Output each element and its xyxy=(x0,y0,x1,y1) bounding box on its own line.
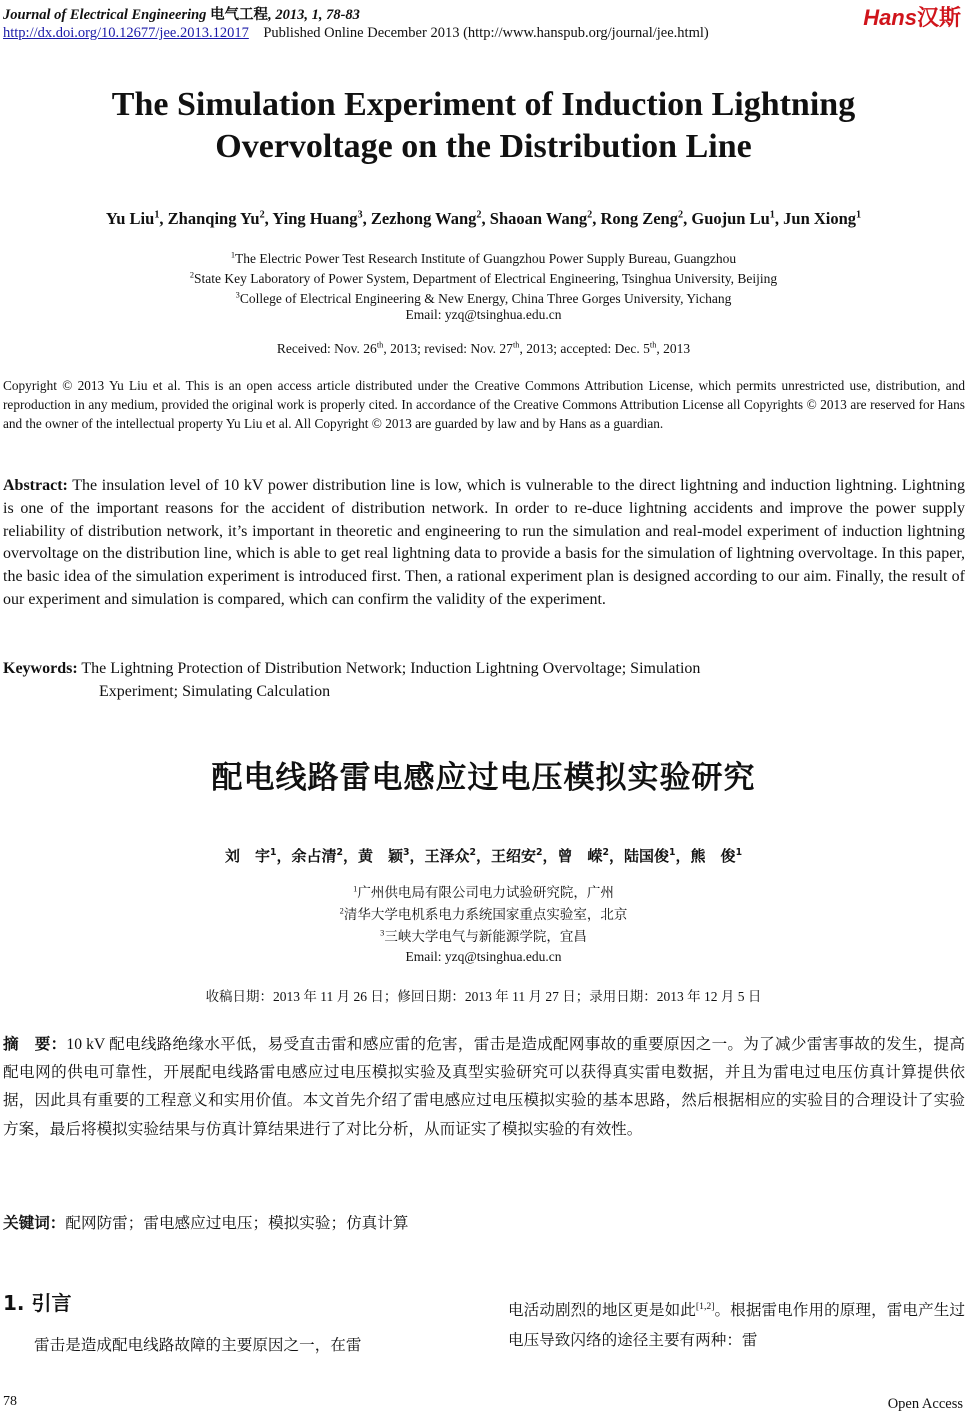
abstract-cn-label: 摘 要： xyxy=(3,1035,67,1053)
cn-author-affil-mark: 2 xyxy=(536,847,543,858)
cn-author-separator: ， xyxy=(409,847,425,865)
en-author-affil-mark: 2 xyxy=(476,209,482,221)
cn-author-separator: ， xyxy=(342,847,358,865)
keywords-label: Keywords: xyxy=(3,660,78,677)
cn-author-affil-mark: 1 xyxy=(269,847,277,858)
cn-author-separator: ， xyxy=(675,847,691,865)
en-author-separator: , xyxy=(592,209,601,228)
cn-author-name: 王绍安 xyxy=(491,847,537,865)
abstract-label: Abstract: xyxy=(3,477,68,494)
en-author-separator: , xyxy=(481,209,490,228)
affiliation-line: $^1$The Electric Power Test Research Institute of Guangzhou Power Supply Bureau, Guangzhou xyxy=(230,250,737,266)
en-author-affil-mark: 2 xyxy=(259,209,265,221)
affiliation-line: $^2$清华大学电机系电力系统国家重点实验室，北京 xyxy=(339,906,628,922)
email-cn: Email: yzq@tsinghua.edu.cn xyxy=(405,949,562,964)
author-list-cn xyxy=(0,845,967,866)
body-column-left: 雷击是造成配电线路故障的主要原因之一，在雷 xyxy=(34,1337,362,1354)
cn-author-separator: ， xyxy=(609,847,625,865)
en-author-affil-mark: 2 xyxy=(587,209,593,221)
paper-title-cn: 配电线路雷电感应过电压模拟实验研究 xyxy=(211,760,756,796)
affiliation-line: $^2$State Key Laboratory of Power System, Department of Electrical Engineering, Tsinghua University, Beijing xyxy=(189,270,778,286)
en-author-affil-mark: 1 xyxy=(769,209,775,221)
journal-issue: , 2013, 1, 78-83 xyxy=(268,7,360,23)
en-author-name: Zhanqing Yu xyxy=(167,209,260,228)
en-author-separator: , xyxy=(159,209,168,228)
cn-author-name: 王泽众 xyxy=(424,847,470,865)
received-dates-cn: 收稿日期：2013 年 11 月 26 日；修回日期：2013 年 11 月 27 日；录用日期：2013 年 12 月 5 日 xyxy=(205,989,762,1004)
en-author-name: Yu Liu xyxy=(105,209,155,228)
keywords-cn-label: 关键词： xyxy=(3,1214,66,1232)
cn-author-name: 曾 嵘 xyxy=(557,847,603,865)
en-author-separator: , xyxy=(264,209,273,228)
published-note: Published Online December 2013 (http://www.hanspub.org/journal/jee.html) xyxy=(263,25,709,41)
doi-link[interactable]: http://dx.doi.org/10.12677/jee.2013.12017 xyxy=(3,25,249,41)
cn-author-name: 余占清 xyxy=(291,847,337,865)
abstract-en xyxy=(3,475,965,612)
cn-author-separator: ， xyxy=(542,847,558,865)
abstract-cn-text: 10 kV 配电线路绝缘水平低，易受直击雷和感应雷的危害，雷击是造成配网事故的重要原因之一。为了减少雷害事故的发生，提高配电网的供电可靠性，开展配电线路雷电感应过电压模拟实验及真型实验研究可以获得真实雷电数据，并且为雷电过电压仿真计算提供依据，因此具有重要的工程意义和实用价值。本文首先介绍了雷电感应过电压模拟实验的基本思路，然后根据相应的实验目的合理设计了实验方案，最后将模拟实验结果与仿真计算结果进行了对比分析，从而证实了模拟实验的有效性。 xyxy=(3,1036,965,1138)
body-column-right: 电活动剧烈的地区更是如此[1,2]。根据雷电作用的原理，雷电产生过电压导致闪络的途径主要有两种：雷 xyxy=(508,1300,965,1349)
affiliation-line: $^3$三峡大学电气与新能源学院，宜昌 xyxy=(380,928,587,944)
received-dates-en: Received: Nov. 26th, 2013; revised: Nov. 27th, 2013; accepted: Dec. 5th, 2013 xyxy=(276,340,691,356)
cn-author-affil-mark: 1 xyxy=(735,847,743,858)
en-author-affil-mark: 2 xyxy=(678,209,684,221)
journal-name-cn: 电气工程 xyxy=(210,7,269,23)
en-author-name: Jun Xiong xyxy=(783,209,857,228)
journal-header xyxy=(3,3,360,24)
en-author-separator: , xyxy=(683,209,692,228)
copyright-notice: Copyright © 2013 Yu Liu et al. This is an open access article distributed under the Creative Commons Attribution License, which permits unrestricted use, distribution, and reproduction in any medium, provided the original work is properly cited. In accordance of the Creative Commons Attribution License all Copyrights © 2013 are reserved for Hans and the owner of the intellectual property Yu Liu et al. All Copyright © 2013 are guarded by law and by Hans as a guardian. xyxy=(3,378,965,431)
cn-author-affil-mark: 3 xyxy=(402,847,410,858)
email-en: Email: yzq@tsinghua.edu.cn xyxy=(405,307,562,322)
abstract-text: The insulation level of 10 kV power distribution line is low, which is vulnerable to the direct lightning and induction lightning. Lightning is one of the important reasons for the accident of distribution network. In order to re-duce lightning accidents and improve the power supply reliability of distribution network, it’s important in theoretic and engineering to run the simulation and real-model experiment of induction lightning overvoltage on the distribution line, which is able to get real lightning data to provide a basis for the simulation of lightning overvoltage. In this paper, the basic idea of the simulation experiment is introduced first. Then, a rational experiment plan is designed according to our aim. Finally, the result of our experiment and simulation is compared, which can confirm the validity of the experiment. xyxy=(3,477,966,608)
cn-author-affil-mark: 2 xyxy=(602,847,610,858)
affiliation-line: $^1$广州供电局有限公司电力试验研究院，广州 xyxy=(353,884,614,900)
cn-author-affil-mark: 2 xyxy=(336,847,343,858)
journal-name: Journal of Electrical Engineering xyxy=(3,7,207,23)
cn-author-separator: ， xyxy=(276,847,292,865)
affiliations-cn xyxy=(0,882,967,948)
doi-line xyxy=(3,25,709,42)
cn-author-name: 黄 颖 xyxy=(357,847,403,865)
open-access-label: Open Access xyxy=(887,1396,963,1412)
abstract-cn xyxy=(3,1030,965,1144)
en-author-affil-mark: 1 xyxy=(154,209,160,221)
cn-author-name: 熊 俊 xyxy=(690,847,736,865)
author-list-en xyxy=(0,209,967,229)
cn-author-separator: ， xyxy=(475,847,491,865)
affiliations-en xyxy=(0,249,967,309)
en-author-affil-mark: 1 xyxy=(856,209,862,221)
cn-author-affil-mark: 1 xyxy=(669,847,676,858)
en-author-name: Ying Huang xyxy=(272,209,358,228)
en-author-affil-mark: 3 xyxy=(357,209,363,221)
keywords-en: Keywords: The Lightning Protection of Distribution Network; Induction Lightning Overvoltage; Simulation Experiment; Simulating Calculation xyxy=(3,660,701,700)
keywords-cn: 关键词：配网防雷；雷电感应过电压；模拟实验；仿真计算 xyxy=(3,1214,409,1232)
cn-author-name: 陆国俊 xyxy=(624,847,670,865)
en-author-name: Rong Zeng xyxy=(600,209,678,228)
cn-author-affil-mark: 2 xyxy=(469,847,476,858)
affiliation-line: $^3$College of Electrical Engineering & New Energy, China Three Gorges University, Yichang xyxy=(235,290,732,306)
en-author-name: Zezhong Wang xyxy=(370,209,477,228)
paper-title-en: The Simulation Experiment of Induction Lightning Overvoltage on the Distribution Line xyxy=(111,86,856,165)
publisher-logo: Hans汉斯 xyxy=(863,5,961,30)
citation[interactable]: [1,2] xyxy=(695,1300,715,1312)
cn-author-name: 刘 宇 xyxy=(224,847,270,865)
page-number: 78 xyxy=(3,1394,17,1409)
en-author-name: Guojun Lu xyxy=(691,209,770,228)
en-author-name: Shaoan Wang xyxy=(489,209,588,228)
section-heading-introduction: 1. 引言 xyxy=(3,1291,72,1315)
en-author-separator: , xyxy=(362,209,371,228)
en-author-separator: , xyxy=(774,209,784,228)
